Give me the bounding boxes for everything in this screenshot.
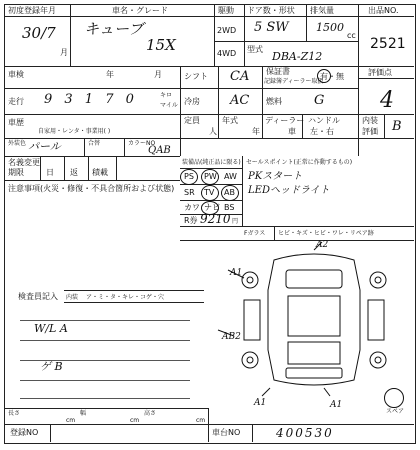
r-label: R券	[184, 216, 198, 225]
first-reg-label: 初度登録年月	[8, 6, 56, 15]
equip-bs: BS	[224, 203, 235, 212]
spare-tyre	[384, 388, 404, 408]
name-change-label: 名義変更	[8, 158, 40, 167]
chassis-value: 400530	[276, 426, 334, 440]
equip-ab: AB	[224, 188, 235, 197]
glass-label: Fガラス	[244, 230, 266, 237]
return-label: 返	[70, 168, 78, 177]
car-diagram	[214, 240, 414, 400]
dealer-label: ディーラー	[265, 116, 305, 125]
shaken-year-label: 年	[106, 70, 114, 79]
color-value: パール	[28, 140, 61, 153]
shaken-month-label: 月	[154, 70, 162, 79]
warranty-options: 有・無	[320, 72, 344, 81]
type-label: 型式	[247, 45, 263, 54]
length-unit: cm	[66, 417, 76, 424]
dealer-sub: 車	[288, 127, 296, 136]
warranty-label: 保証書	[266, 67, 290, 76]
warranty-sub: 記録簿ディーラー取扱	[264, 78, 324, 85]
warranty-circle	[317, 69, 331, 83]
equip-ps: PS	[184, 172, 194, 181]
shaken-label: 車検	[8, 70, 24, 79]
exhibit-label: 出品NO.	[368, 6, 399, 15]
r-unit: 円	[232, 218, 239, 225]
equip-sr: SR	[184, 188, 195, 197]
drive-4wd: 4WD	[217, 49, 237, 58]
type-value: DBA-Z12	[272, 50, 323, 63]
history-options: 自家用・レンタ・事業用( )	[38, 128, 111, 135]
equip-pw: PW	[204, 172, 217, 181]
capacity-label: 定員	[184, 116, 200, 125]
mileage-value: 9 3 1 7 0	[44, 92, 138, 107]
inspector-options: ア・ミ・タ・キレ・コゲ・穴	[86, 294, 164, 301]
displacement-unit: cc	[347, 31, 356, 40]
score-label: 評価点	[368, 68, 392, 77]
mileage-label: 走行	[8, 97, 24, 106]
mark-a2: A2	[316, 240, 329, 250]
width-label: 幅	[80, 410, 87, 417]
shift-label: シフト	[184, 72, 208, 81]
equip-header: 装備品(純正品に限る)	[182, 159, 241, 166]
doors-value: 5 SW	[254, 20, 289, 35]
interior-label: 内装	[362, 116, 378, 125]
model-value: キューブ	[84, 20, 144, 38]
score-value: 4	[380, 88, 394, 113]
mark-ab2: AB2	[222, 332, 241, 342]
spare-label: スペア	[386, 408, 405, 415]
year-model-label: 年式	[222, 116, 238, 125]
height-label: 高さ	[144, 410, 157, 417]
r-value: 9210	[200, 212, 231, 226]
equip-aw: AW	[224, 172, 237, 181]
equip-pw-circle	[201, 169, 219, 185]
length-label: 長さ	[8, 410, 21, 417]
caution-label: 注意事項(火災・修復・不具合箇所および状態)	[8, 184, 175, 193]
first-reg-value: 30/7	[22, 24, 56, 42]
year-model-sub: 年	[252, 127, 260, 136]
chassis-label: 車台NO	[212, 428, 241, 437]
model-label: 車名・グレード	[112, 6, 168, 15]
inspector-note1: W/L A	[34, 322, 68, 335]
sales-line1: PKスタート	[248, 171, 303, 182]
color-no-label: カラーNO	[128, 140, 156, 147]
capacity-unit: 人	[209, 127, 217, 136]
combined-label: 合替	[88, 140, 101, 147]
sales-header: セールスポイント(正常に作動するもの)	[246, 159, 353, 166]
handle-options: 左・右	[310, 127, 334, 136]
inspector-note2: ゲ B	[40, 360, 63, 373]
date-label: 日	[46, 168, 54, 177]
handle-label: ハンドル	[308, 116, 340, 125]
displacement-value: 1500	[316, 21, 344, 34]
drive-2wd: 2WD	[217, 26, 237, 35]
color-no-value: QAB	[148, 145, 171, 156]
equip-ab-circle	[221, 185, 239, 201]
equip-navi: ナビ	[204, 203, 220, 212]
width-unit: cm	[130, 417, 140, 424]
history-label: 車歴	[8, 118, 24, 127]
grade-value: 15X	[146, 36, 176, 54]
ac-value: AC	[230, 93, 250, 108]
color-label: 外装色	[8, 140, 27, 147]
equip-ps-circle	[180, 169, 198, 185]
equip-leather: カワ	[184, 203, 200, 212]
fuel-label: 燃料	[266, 97, 282, 106]
height-unit: cm	[196, 417, 206, 424]
interior-sub: 評価	[362, 127, 378, 136]
first-reg-unit: 月	[60, 48, 68, 57]
sales-line2: LEDヘッドライト	[248, 185, 330, 196]
mark-a1-left: A1	[230, 268, 243, 278]
equip-tv-circle	[201, 185, 219, 201]
inspector-interior: 内装	[66, 294, 79, 301]
exhibit-value: 2521	[370, 36, 406, 52]
inspector-label: 検査員記入	[18, 292, 58, 301]
equip-tv: TV	[204, 188, 215, 197]
mark-a1-bottom2: A1	[330, 400, 343, 410]
interior-value: B	[392, 119, 402, 134]
doors-label: ドア数・形状	[247, 6, 295, 15]
fuel-value: G	[314, 93, 325, 108]
mark-a1-bottom: A1	[254, 398, 267, 408]
auction-sheet	[4, 4, 416, 444]
period-label: 期限	[8, 168, 24, 177]
mileage-unit2: マイル	[160, 102, 178, 109]
displacement-label: 排気量	[310, 6, 334, 15]
shift-value: CA	[230, 69, 250, 84]
glass-options: ヒビ・キズ・ヒビ・ワレ・リペア跡	[278, 230, 374, 237]
mileage-unit: キロ	[160, 92, 173, 99]
drive-label: 駆動	[218, 6, 234, 15]
reg-label: 登録NO	[10, 428, 39, 437]
ac-label: 冷房	[184, 97, 200, 106]
accum-label: 積載	[92, 168, 108, 177]
